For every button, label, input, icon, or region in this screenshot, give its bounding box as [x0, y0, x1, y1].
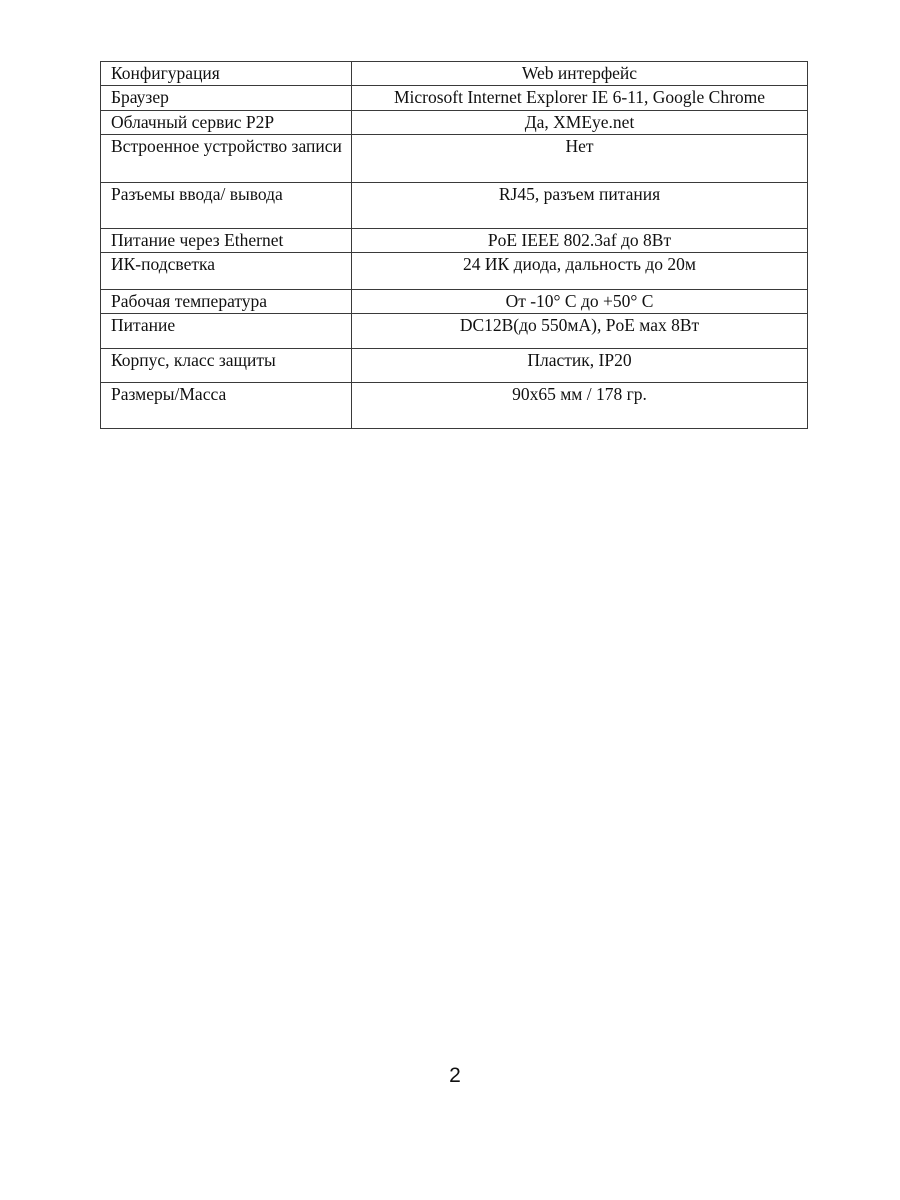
table-row — [101, 183, 808, 229]
page-number: 2 — [449, 1064, 461, 1087]
spec-label: Корпус, класс защиты — [101, 349, 352, 383]
spec-value: PoE IEEE 802.3af до 8Вт — [352, 229, 808, 253]
spec-label: Браузер — [101, 86, 352, 111]
specifications-table — [100, 61, 808, 429]
spec-value: Да, XMEye.net — [352, 111, 808, 135]
spec-value: RJ45, разъем питания — [352, 183, 808, 229]
table-row — [101, 290, 808, 314]
table-row — [101, 111, 808, 135]
spec-value: 24 ИК диода, дальность до 20м — [352, 253, 808, 290]
table-row — [101, 229, 808, 253]
table-row — [101, 349, 808, 383]
spec-label: Облачный сервис P2P — [101, 111, 352, 135]
table-row — [101, 135, 808, 183]
spec-label: Встроенное устройство записи — [101, 135, 352, 183]
table-row — [101, 62, 808, 86]
table-row — [101, 314, 808, 349]
table-row — [101, 383, 808, 429]
spec-value: DC12В(до 550мА), PoE мах 8Вт — [352, 314, 808, 349]
spec-value: От -10° С до +50° С — [352, 290, 808, 314]
spec-label: Размеры/Масса — [101, 383, 352, 429]
spec-label: Питание через Ethernet — [101, 229, 352, 253]
spec-label: Конфигурация — [101, 62, 352, 86]
spec-label: ИК-подсветка — [101, 253, 352, 290]
table-row — [101, 253, 808, 290]
spec-value: Нет — [352, 135, 808, 183]
spec-value: Web интерфейс — [352, 62, 808, 86]
table-row — [101, 86, 808, 111]
spec-label: Разъемы ввода/ вывода — [101, 183, 352, 229]
spec-value: Пластик, IP20 — [352, 349, 808, 383]
spec-value: 90х65 мм / 178 гр. — [352, 383, 808, 429]
spec-label: Рабочая температура — [101, 290, 352, 314]
spec-value: Microsoft Internet Explorer IE 6-11, Google Chrome — [352, 86, 808, 111]
spec-label: Питание — [101, 314, 352, 349]
